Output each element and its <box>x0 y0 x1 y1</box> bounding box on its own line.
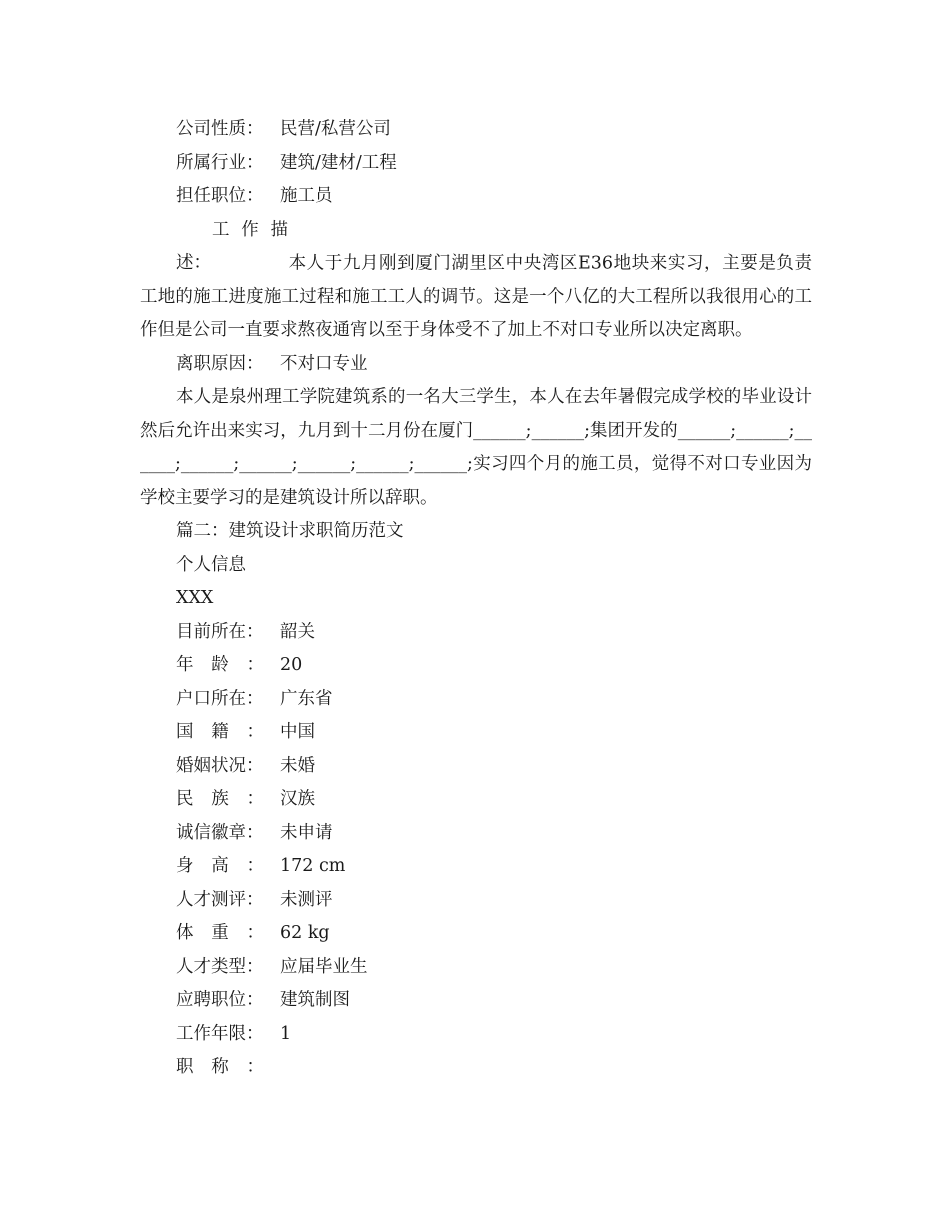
work-description-paragraph <box>140 214 812 348</box>
person-name: XXX <box>176 588 214 608</box>
field-industry <box>140 147 812 181</box>
personal-field-title <box>140 1051 812 1085</box>
field-label: 户口所在： <box>176 688 264 709</box>
personal-field-assessment <box>140 884 812 918</box>
field-label: 婚姻状况： <box>176 755 264 776</box>
work-description-text: 本人于九月刚到厦门湖里区中央湾区E36地块来实习，主要是负责工地的施工进度施工过程和施工工人的调节。这是一个八亿的大工程所以我很用心的工作但是公司一直要求熬夜通宵以至于身体受不了加上不对口专业所以决定离职。 <box>140 253 812 340</box>
field-label: 离职原因： <box>176 353 264 374</box>
field-label: 诚信徽章： <box>176 822 264 843</box>
personal-field-work-years <box>140 1018 812 1052</box>
field-position <box>140 180 812 214</box>
work-description-label: 工作描述： <box>176 219 288 273</box>
field-value: 1 <box>280 1023 292 1044</box>
field-value: 广东省 <box>280 688 333 709</box>
field-label: 职称： <box>176 1057 264 1077</box>
field-label: 目前所在： <box>176 621 264 642</box>
personal-field-applied-position <box>140 984 812 1018</box>
field-label: 应聘职位： <box>176 990 264 1010</box>
field-value: 民营/私营公司 <box>280 119 391 139</box>
field-value: 未婚 <box>280 755 315 776</box>
field-value: 不对口专业 <box>280 353 368 374</box>
field-value: 未申请 <box>280 822 333 843</box>
personal-field-marital <box>140 750 812 784</box>
field-value: 172 cm <box>280 856 346 876</box>
field-label: 公司性质： <box>176 119 264 139</box>
field-label: 工作年限： <box>176 1023 264 1044</box>
personal-field-height <box>140 850 812 884</box>
field-value: 施工员 <box>280 186 333 206</box>
field-label: 所属行业： <box>176 152 264 173</box>
field-label: 人才测评： <box>176 889 264 910</box>
personal-field-location <box>140 616 812 650</box>
personal-field-talent-type <box>140 951 812 985</box>
document-body <box>140 113 812 1085</box>
field-label: 人才类型： <box>176 956 264 977</box>
field-label: 国籍： <box>176 722 264 742</box>
field-leave-reason <box>140 348 812 382</box>
self-introduction-paragraph: 本人是泉州理工学院建筑系的一名大三学生，本人在去年暑假完成学校的毕业设计然后允许出来实习，九月到十二月份在厦门______;______;集团开发的______;______;______;______;______;______;______;______;实习四个月的施工员，觉得不对口专业因为学校主要学习的是建筑设计所以辞职。 <box>140 387 812 508</box>
personal-field-weight <box>140 917 812 951</box>
personal-field-age <box>140 649 812 683</box>
field-value: 20 <box>280 655 303 675</box>
field-label: 身高： <box>176 856 264 876</box>
personal-field-hukou <box>140 683 812 717</box>
personal-info-heading: 个人信息 <box>176 554 246 575</box>
field-value: 韶关 <box>280 621 315 642</box>
field-value: 未测评 <box>280 889 333 910</box>
field-label: 体重： <box>176 923 264 943</box>
field-value: 应届毕业生 <box>280 956 368 977</box>
personal-field-ethnicity <box>140 783 812 817</box>
personal-field-badge <box>140 817 812 851</box>
section-title: 篇二：建筑设计求职简历范文 <box>176 521 404 541</box>
field-value: 建筑/建材/工程 <box>280 152 397 173</box>
field-label: 年龄： <box>176 655 264 675</box>
field-value: 建筑制图 <box>280 990 350 1010</box>
field-label: 担任职位： <box>176 186 264 206</box>
field-company-type <box>140 113 812 147</box>
field-value: 汉族 <box>280 789 315 809</box>
field-value: 62 kg <box>280 923 330 943</box>
field-label: 民族： <box>176 789 264 809</box>
personal-field-nationality <box>140 716 812 750</box>
field-value: 中国 <box>280 722 315 742</box>
